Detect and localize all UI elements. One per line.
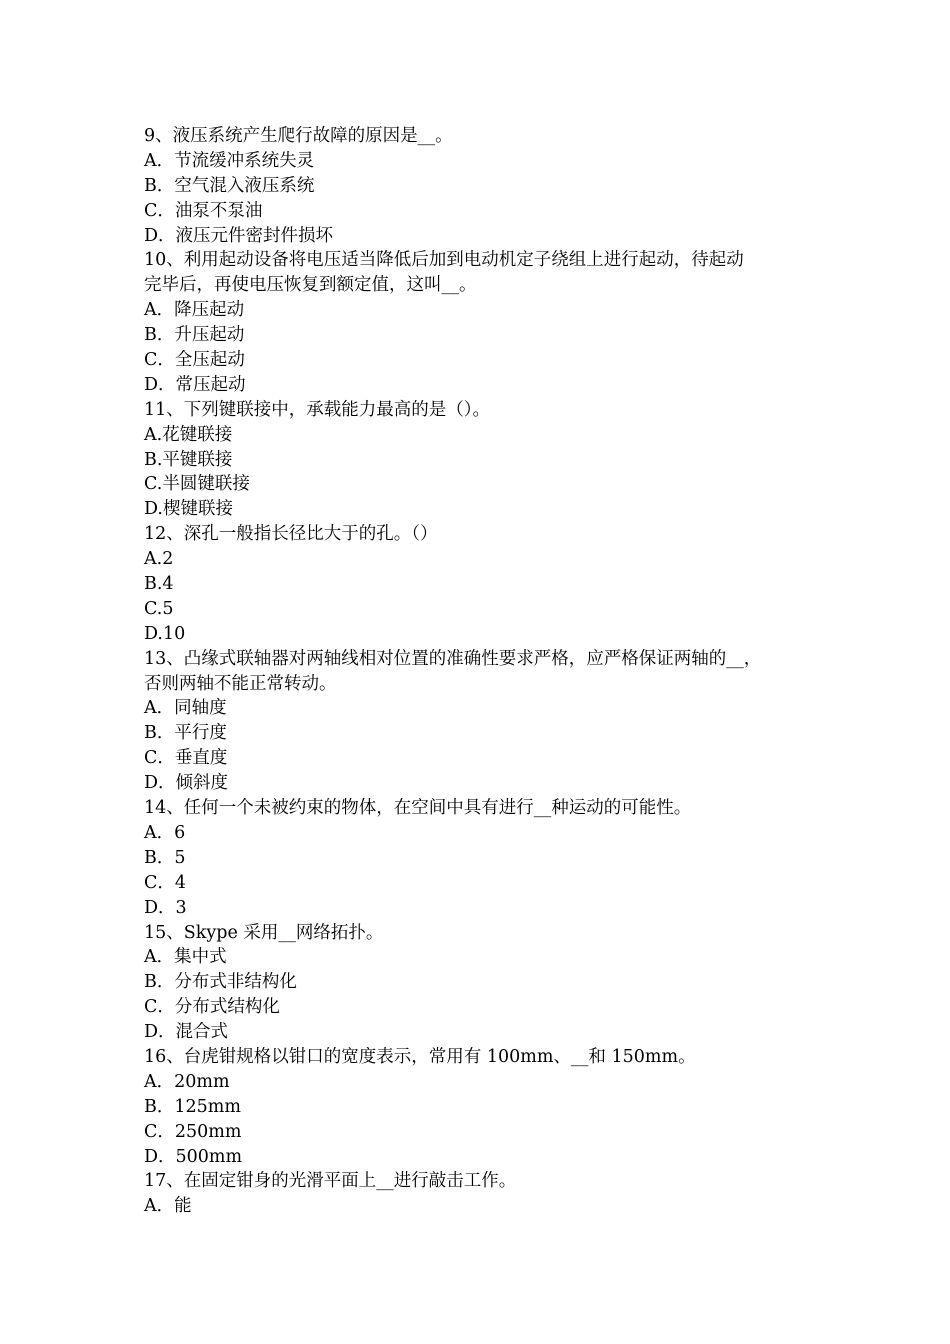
text-line: C.半圆键联接 — [144, 474, 250, 495]
text-line: D．3 — [144, 897, 187, 918]
text-line: D.楔键联接 — [144, 499, 233, 520]
text-line: A．降压起动 — [144, 300, 245, 321]
text-line: 否则两轴不能正常转动。 — [144, 673, 337, 694]
text-line: 9、液压系统产生爬行故障的原因是__。 — [144, 126, 453, 146]
text-line: D．常压起动 — [144, 374, 246, 395]
text-line: 完毕后，再使电压恢复到额定值，这叫__。 — [144, 275, 477, 296]
text-line: A.花键联接 — [144, 424, 233, 445]
text-line: A．集中式 — [144, 947, 227, 968]
text-line: D．混合式 — [144, 1022, 229, 1043]
text-line: B．平行度 — [144, 723, 227, 744]
text-line: D．液压元件密封件损坏 — [144, 225, 334, 246]
text-line: A.2 — [144, 549, 174, 570]
text-line: 13、凸缘式联轴器对两轴线相对位置的准确性要求严格，应严格保证两轴的__， — [144, 648, 762, 669]
text-line: 16、台虎钳规格以钳口的宽度表示，常用有 100mm、__和 150mm。 — [144, 1046, 696, 1067]
text-line: A．节流缓冲系统失灵 — [144, 150, 315, 171]
text-line: C．垂直度 — [144, 748, 228, 769]
text-line: A．20mm — [144, 1071, 230, 1092]
text-line: B．5 — [144, 847, 186, 868]
text-line: C．油泵不泵油 — [144, 200, 263, 221]
text-line: C．全压起动 — [144, 350, 245, 371]
text-line: D．500mm — [144, 1146, 243, 1167]
text-line: 17、在固定钳身的光滑平面上__进行敲击工作。 — [144, 1171, 517, 1192]
text-line: B.4 — [144, 574, 174, 595]
text-line: B．分布式非结构化 — [144, 972, 297, 993]
text-line: 15、Skype 采用__网络拓扑。 — [144, 922, 384, 943]
text-line: 11、下列键联接中，承载能力最高的是（）。 — [144, 399, 491, 420]
text-line: A．同轴度 — [144, 698, 227, 719]
text-line: A．能 — [144, 1196, 192, 1217]
text-line: B．空气混入液压系统 — [144, 175, 315, 196]
text-line: 12、深孔一般指长径比大于的孔。（） — [144, 524, 438, 545]
text-line: B.平键联接 — [144, 449, 233, 470]
text-line: B．125mm — [144, 1096, 241, 1117]
text-line: 10、利用起动设备将电压适当降低后加到电动机定子绕组上进行起动，待起动 — [144, 250, 744, 271]
text-line: C．分布式结构化 — [144, 997, 280, 1018]
text-line: A．6 — [144, 822, 186, 843]
document-body — [144, 124, 824, 1219]
text-line: C．250mm — [144, 1121, 242, 1142]
text-line: 14、任何一个未被约束的物体，在空间中具有进行__种运动的可能性。 — [144, 798, 692, 819]
text-line: D.10 — [144, 623, 186, 644]
text-line: B．升压起动 — [144, 325, 245, 346]
text-line: D．倾斜度 — [144, 773, 229, 794]
text-line: C.5 — [144, 598, 174, 619]
text-line: C．4 — [144, 872, 187, 893]
